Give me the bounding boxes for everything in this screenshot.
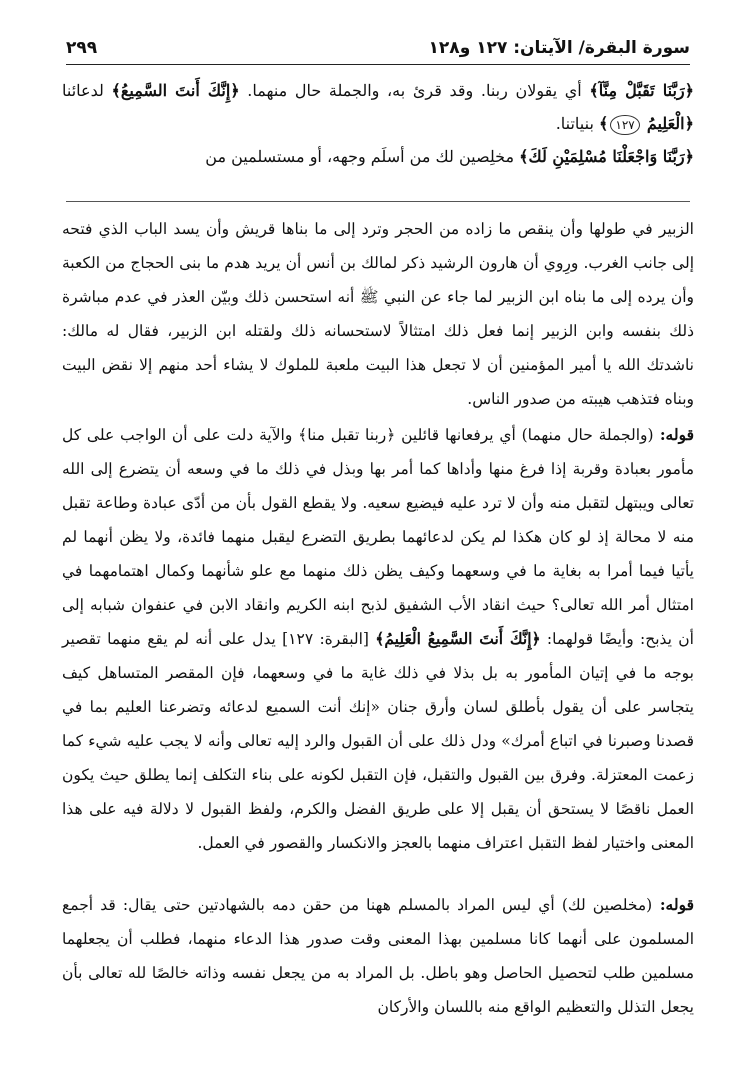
tafsir-text: أي يقولان ربنا. وقد قرئ به، والجملة حال منهما. xyxy=(239,81,590,100)
commentary-text-block xyxy=(62,888,694,1024)
commentary-label: قوله: xyxy=(653,425,694,444)
verse-fragment: ﴿رَبَّنَا تَقَبَّلْ مِنَّآ﴾ xyxy=(589,81,694,100)
commentary-text: الزبير في طولها وأن ينقص ما زاده من الحجر وترد إلى ما بناها قريش وأن يسد الباب الذي فتحه إلى جانب الغرب. ورِوي أن هارون الرشيد ذكر لمالك بن أنس أن يريد هدم ما بنى الحجاج من الكعبة وأن يرده إلى ما بناه ابن الزبير لما جاء عن النبي ﷺ أنه استحسن ذلك وبيّن العذر في عدم مباشرة ذلك بنفسه وابن الزبير إنما فعل ذلك امتثالاً لاستحسانه ذلك ولقتله ابن الزبير، فقال له مالك: ناشدتك الله يا أمير المؤمنين أن لا تجعل هذا البيت ملعبة للملوك لا يشاء أحد منهم إلا نقض البيت وبناه فتذهب هيبته من صدور الناس. xyxy=(62,220,694,408)
commentary-paragraph xyxy=(62,212,694,416)
commentary-label: قوله: xyxy=(652,895,694,914)
quran-tafsir-section xyxy=(62,74,694,173)
section-divider xyxy=(66,201,690,202)
page-number: ٢٩٩ xyxy=(66,38,98,58)
verse-quote: ﴿إِنَّكَ أَنتَ السَّمِيعُ الْعَلِيمُ﴾ xyxy=(375,629,541,648)
tafsir-paragraph xyxy=(62,74,694,140)
tafsir-text: مخلِصين لك من أسلَم وجهه، أو مستسلمين من xyxy=(205,147,520,166)
tafsir-paragraph xyxy=(62,140,694,173)
commentary-text: [البقرة: ١٢٧] يدل على أنه لم يقع منهما تقصير بوجه ما في إتيان المأمور به بل بذلا في ذلك غاية ما في وسعهما، فإن المقصر المتساهل كيف يتجاسر على أن يقول بأطلق لسان وأرق جنان «إنك أنت السميع لدعائه وتضرعنا العليم بما في قصدنا وصبرنا في اتباع أمرك» ودل ذلك على أن القبول والرد إليه تعالى وأنه لا يجب عليه شيء كما زعمت المعتزلة. وفرق بين القبول والتقبل، فإن التقبل لكونه على بناء التكلف إنما يطلق حيث يكون العمل ناقصًا لا يستحق أن يقبل إلا على طريق الفضل والكرم، ولفظ القبول لا دلالة فيه على هذا المعنى واختيار لفظ التقبل اعتراف منهما بالعجز والانكسار والقصور في العمل. xyxy=(62,630,694,852)
tafsir-text: بنياتنا. xyxy=(555,114,599,133)
verse-fragment: ﴿الْعَلِيمُ xyxy=(646,114,694,133)
running-title: سورة البقرة/ الآيتان: ١٢٧ و١٢٨ xyxy=(428,38,690,58)
commentary-paragraph xyxy=(62,888,694,1024)
verse-fragment: ﴾ xyxy=(599,114,609,133)
tafsir-text: لدعائنا xyxy=(62,81,112,100)
verse-fragment: ﴿إِنَّكَ أَنتَ السَّمِيعُ﴾ xyxy=(111,81,240,100)
verse-fragment: ﴿رَبَّنَا وَاجْعَلْنَا مُسْلِمَيْنِ لَكَ﴾ xyxy=(519,147,694,166)
verse-number-marker: ١٢٧ xyxy=(610,115,639,135)
commentary-text-block xyxy=(62,418,694,860)
commentary-text: (مخلصين لك) أي ليس المراد بالمسلم ههنا من حقن دمه بالشهادتين حتى يقال: قد أجمع المسلمون على أنهما كانا مسلمين بهذا المعنى وقت صدور هذا الدعاء منهما، فطلب أن يجعلهما مسلمين طلب لتحصيل الحاصل وهو باطل. بل المراد به من يجعل نفسه وذاته خالصًا لله تعالى بأن يجعل التذلل والتعظيم الواقع منه باللسان والأركان xyxy=(62,896,694,1016)
commentary-paragraph xyxy=(62,418,694,860)
commentary-text: (والجملة حال منهما) أي يرفعانها قائلين ﴿ربنا تقبل منا﴾ والآية دلت على أن الواجب على كل مأمور بعبادة وقربة إذا فرغ منها وأداها كما أمر بها وبذل في ذلك ما في وسعه أن يتضرع إلى الله تعالى ويبتهل لتقبل منه وأن لا ترد عليه فيضيع سعيه. ولا يقطع القول بأن من أدّى عبادة وطاعة تقبل منه لا محالة إذ لو كان هكذا لم يكن لدعائهما بطريق التضرع ليقبل منهما فائدة، ولا يظن أنهما لم يأتيا فيما أمرا به بغاية ما في وسعهما وكيف يظن ذلك منهما مع علو شأنهما وكمال اهتمامهما في امتثال أمر الله تعالى؟ حيث انقاد الأب الشفيق لذبح ابنه الكريم وانقاد الابن في عنفوان شبابه إلى أن يذبح: وأيضًا قولهما: xyxy=(62,426,694,648)
page-header xyxy=(66,34,690,65)
